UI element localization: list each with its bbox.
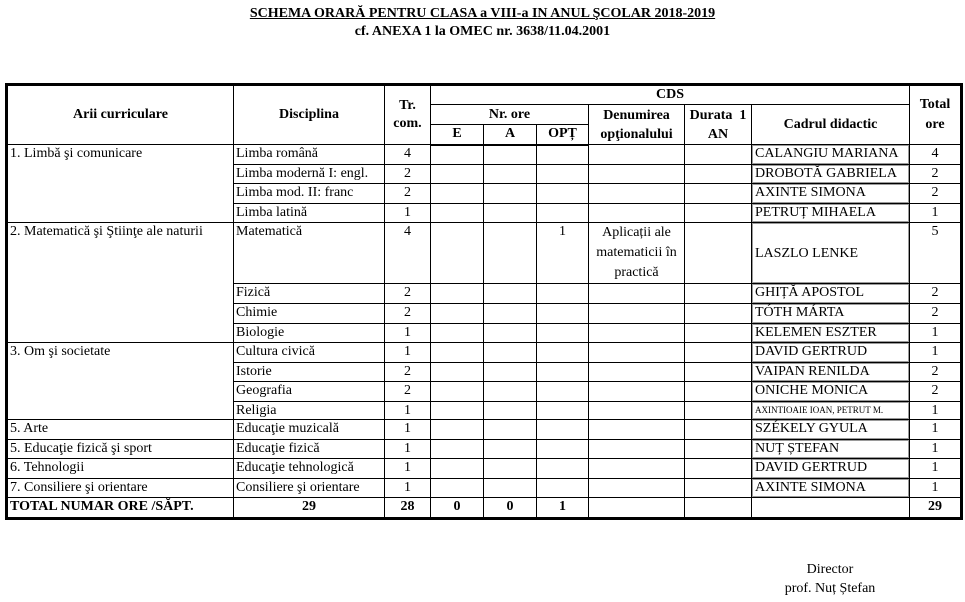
durata-cell: [685, 401, 752, 419]
a-cell: [484, 439, 537, 459]
totals-tr: 28: [385, 498, 431, 519]
total-cell: 1: [910, 459, 962, 479]
a-cell: [484, 164, 537, 184]
tr-cell: 2: [385, 284, 431, 304]
totals-label: TOTAL NUMAR ORE /SĂPT.: [7, 498, 234, 519]
opt-cell: [537, 145, 589, 165]
durata-cell: [685, 284, 752, 304]
e-cell: [431, 184, 484, 204]
total-cell: 2: [910, 382, 962, 402]
tr-cell: 1: [385, 459, 431, 479]
disciplina-cell: Educaţie tehnologică: [234, 459, 385, 479]
e-cell: [431, 478, 484, 498]
total-cell: 2: [910, 362, 962, 382]
durata-cell: [685, 343, 752, 363]
header-nr-ore: Nr. ore: [431, 105, 589, 125]
header-arii: Arii curriculare: [7, 85, 234, 145]
denumirea-cell: [589, 303, 685, 323]
totals-denumirea: [589, 498, 685, 519]
disciplina-cell: Limba română: [234, 145, 385, 165]
denumirea-cell: [589, 362, 685, 382]
total-cell: 2: [910, 284, 962, 304]
total-cell: 1: [910, 323, 962, 343]
opt-cell: [537, 303, 589, 323]
header-durata: Durata 1 AN: [685, 105, 752, 145]
e-cell: [431, 323, 484, 343]
tr-cell: 1: [385, 419, 431, 439]
opt-cell: [537, 478, 589, 498]
tr-cell: 2: [385, 362, 431, 382]
cadrul-cell: DAVID GERTRUD: [752, 459, 910, 479]
cadrul-cell: VAIPAN RENILDA: [752, 362, 910, 382]
opt-cell: 1: [537, 223, 589, 284]
table-row: [7, 223, 962, 284]
a-cell: [484, 478, 537, 498]
signature-name: prof. Nuț Ștefan: [784, 581, 876, 596]
a-cell: [484, 382, 537, 402]
totals-durata: [685, 498, 752, 519]
durata-cell: [685, 303, 752, 323]
header-cadrul: Cadrul didactic: [752, 105, 910, 145]
opt-cell: [537, 459, 589, 479]
cadrul-cell: TÓTH MÁRTA: [752, 303, 910, 323]
document-subtitle: cf. ANEXA 1 la OMEC nr. 3638/11.04.2001: [354, 24, 611, 39]
a-cell: [484, 284, 537, 304]
totals-e: 0: [431, 498, 484, 519]
cadrul-cell: AXINTIOAIE IOAN, PETRUT M.: [752, 401, 910, 419]
table-row: [7, 478, 962, 498]
opt-cell: [537, 439, 589, 459]
denumirea-cell: [589, 203, 685, 223]
cadrul-cell: GHIȚĂ APOSTOL: [752, 284, 910, 304]
e-cell: [431, 459, 484, 479]
table-row: [7, 459, 962, 479]
disciplina-cell: Fizică: [234, 284, 385, 304]
header-tr-com: Tr. com.: [385, 85, 431, 145]
durata-cell: [685, 184, 752, 204]
tr-cell: 1: [385, 323, 431, 343]
denumirea-cell: [589, 164, 685, 184]
opt-cell: [537, 382, 589, 402]
header-cds: CDS: [431, 85, 910, 105]
a-cell: [484, 303, 537, 323]
denumirea-cell: [589, 459, 685, 479]
total-cell: 4: [910, 145, 962, 165]
disciplina-cell: Limba latină: [234, 203, 385, 223]
durata-cell: [685, 459, 752, 479]
opt-cell: [537, 343, 589, 363]
e-cell: [431, 164, 484, 184]
cadrul-cell: PETRUȚ MIHAELA: [752, 203, 910, 223]
area-cell: 5. Arte: [7, 419, 234, 439]
header-e: E: [431, 125, 484, 145]
totals-cadrul: [752, 498, 910, 519]
disciplina-cell: Cultura civică: [234, 343, 385, 363]
tr-cell: 1: [385, 439, 431, 459]
total-cell: 1: [910, 343, 962, 363]
a-cell: [484, 203, 537, 223]
durata-cell: [685, 419, 752, 439]
header-disciplina: Disciplina: [234, 85, 385, 145]
disciplina-cell: Educaţie fizică: [234, 439, 385, 459]
cadrul-cell: KELEMEN ESZTER: [752, 323, 910, 343]
e-cell: [431, 284, 484, 304]
durata-cell: [685, 323, 752, 343]
cadrul-cell: DROBOTĂ GABRIELA: [752, 164, 910, 184]
a-cell: [484, 401, 537, 419]
header-opt: OPȚ: [537, 125, 589, 145]
disciplina-cell: Limba mod. II: franc: [234, 184, 385, 204]
durata-cell: [685, 382, 752, 402]
totals-total: 29: [910, 498, 962, 519]
area-cell: 6. Tehnologii: [7, 459, 234, 479]
header-total: Total ore: [910, 85, 962, 145]
tr-cell: 2: [385, 303, 431, 323]
total-cell: 5: [910, 223, 962, 284]
a-cell: [484, 419, 537, 439]
durata-cell: [685, 362, 752, 382]
tr-cell: 2: [385, 164, 431, 184]
denumirea-cell: [589, 343, 685, 363]
e-cell: [431, 203, 484, 223]
e-cell: [431, 362, 484, 382]
a-cell: [484, 323, 537, 343]
opt-cell: [537, 184, 589, 204]
denumirea-cell: [589, 184, 685, 204]
table-row: [7, 145, 962, 165]
cadrul-cell: CALANGIU MARIANA: [752, 145, 910, 165]
total-cell: 1: [910, 401, 962, 419]
area-cell: 7. Consiliere şi orientare: [7, 478, 234, 498]
e-cell: [431, 303, 484, 323]
disciplina-cell: Biologie: [234, 323, 385, 343]
a-cell: [484, 145, 537, 165]
opt-cell: [537, 284, 589, 304]
a-cell: [484, 343, 537, 363]
table-row: [7, 343, 962, 363]
disciplina-cell: Educaţie muzicală: [234, 419, 385, 439]
e-cell: [431, 401, 484, 419]
tr-cell: 2: [385, 184, 431, 204]
a-cell: [484, 459, 537, 479]
area-cell: 1. Limbă şi comunicare: [7, 145, 234, 223]
area-cell: 5. Educaţie fizică şi sport: [7, 439, 234, 459]
disciplina-cell: Matematică: [234, 223, 385, 284]
total-cell: 1: [910, 203, 962, 223]
tr-cell: 4: [385, 145, 431, 165]
denumirea-cell: [589, 439, 685, 459]
opt-cell: [537, 203, 589, 223]
cadrul-cell: NUȚ ȘTEFAN: [752, 439, 910, 459]
total-cell: 1: [910, 439, 962, 459]
opt-cell: [537, 419, 589, 439]
tr-cell: 1: [385, 401, 431, 419]
durata-cell: [685, 145, 752, 165]
durata-cell: [685, 439, 752, 459]
timetable: [5, 83, 963, 520]
denumirea-cell: [589, 478, 685, 498]
header-denumirea: Denumirea opţionalului: [589, 105, 685, 145]
e-cell: [431, 343, 484, 363]
opt-cell: [537, 362, 589, 382]
denumirea-cell: [589, 323, 685, 343]
durata-cell: [685, 223, 752, 284]
a-cell: [484, 184, 537, 204]
e-cell: [431, 223, 484, 284]
tr-cell: 2: [385, 382, 431, 402]
opt-cell: [537, 401, 589, 419]
totals-opt: 1: [537, 498, 589, 519]
area-cell: 2. Matematică şi Ştiinţe ale naturii: [7, 223, 234, 343]
disciplina-cell: Consiliere şi orientare: [234, 478, 385, 498]
denumirea-cell: [589, 401, 685, 419]
total-cell: 1: [910, 419, 962, 439]
totals-disciplina: 29: [234, 498, 385, 519]
denumirea-cell: [589, 284, 685, 304]
total-cell: 1: [910, 478, 962, 498]
tr-cell: 1: [385, 203, 431, 223]
total-cell: 2: [910, 303, 962, 323]
denumirea-cell: Aplicații ale matematicii în practică: [589, 223, 685, 284]
durata-cell: [685, 203, 752, 223]
total-cell: 2: [910, 184, 962, 204]
e-cell: [431, 419, 484, 439]
totals-a: 0: [484, 498, 537, 519]
disciplina-cell: Religia: [234, 401, 385, 419]
opt-cell: [537, 323, 589, 343]
denumirea-cell: [589, 419, 685, 439]
e-cell: [431, 382, 484, 402]
disciplina-cell: Limba modernă I: engl.: [234, 164, 385, 184]
opt-cell: [537, 164, 589, 184]
cadrul-cell: SZÉKELY GYULA: [752, 419, 910, 439]
signature-role: Director: [806, 562, 854, 577]
disciplina-cell: Geografia: [234, 382, 385, 402]
e-cell: [431, 439, 484, 459]
denumirea-cell: [589, 382, 685, 402]
table-row: [7, 419, 962, 439]
disciplina-cell: Istorie: [234, 362, 385, 382]
cadrul-cell: ONICHE MONICA: [752, 382, 910, 402]
document-title: SCHEMA ORARĂ PENTRU CLASA a VIII-a IN ANUL ŞCOLAR 2018-2019: [249, 6, 716, 21]
totals-row: [7, 498, 962, 519]
tr-cell: 4: [385, 223, 431, 284]
durata-cell: [685, 478, 752, 498]
table-row: [7, 439, 962, 459]
e-cell: [431, 145, 484, 165]
a-cell: [484, 223, 537, 284]
cadrul-cell: LASZLO LENKE: [752, 223, 910, 284]
denumirea-cell: [589, 145, 685, 165]
a-cell: [484, 362, 537, 382]
tr-cell: 1: [385, 343, 431, 363]
cadrul-cell: DAVID GERTRUD: [752, 343, 910, 363]
tr-cell: 1: [385, 478, 431, 498]
cadrul-cell: AXINTE SIMONA: [752, 478, 910, 498]
area-cell: 3. Om şi societate: [7, 343, 234, 420]
disciplina-cell: Chimie: [234, 303, 385, 323]
cadrul-cell: AXINTE SIMONA: [752, 184, 910, 204]
total-cell: 2: [910, 164, 962, 184]
durata-cell: [685, 164, 752, 184]
header-a: A: [484, 125, 537, 145]
